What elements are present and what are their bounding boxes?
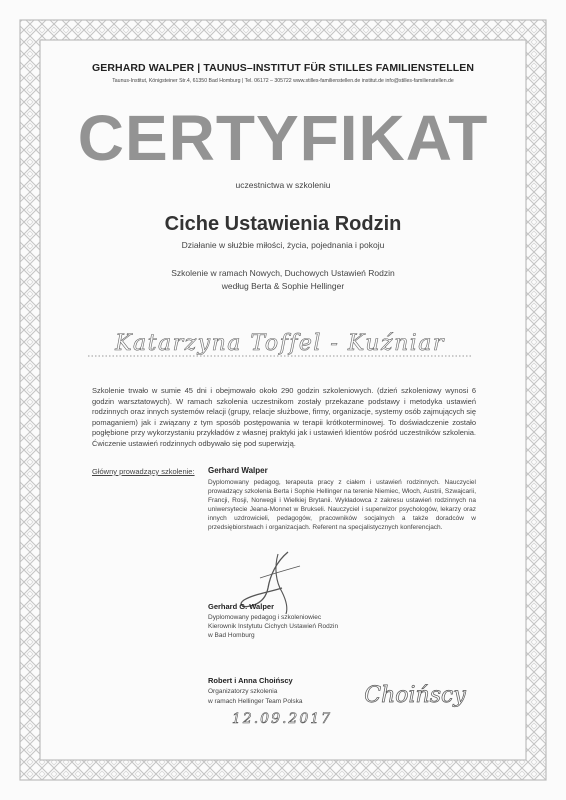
lead-trainer-label: Główny prowadzący szkolenie: [92, 467, 195, 476]
signatory-role-line2: Kierownik Instytutu Cichych Ustawień Rodzin [208, 623, 339, 630]
organizers-signature-text: Choińscy [364, 683, 466, 708]
participant-name: Katarzyna Toffel - Kuźniar [115, 331, 445, 356]
organizers-role-line1: Organizatorzy szkolenia [208, 688, 278, 695]
signatory-role-line3: w Bad Homburg [208, 632, 255, 639]
course-context-line1: Szkolenie w ramach Nowych, Duchowych Ustawień Rodzin [171, 268, 395, 278]
course-subtitle: Działanie w służbie miłości, życia, pojednania i pokoju [181, 240, 385, 250]
training-description: Szkolenie trwało w sumie 45 dni i obejmowało około 290 godzin szkoleniowych. (dzień szkoleniowy wynosi 6 godzin warsztatowych). W ramach szkolenia uczestnikom zostały przekazane podstawy i metodyka ustawień rodzinnych oraz innych systemów relacji (grupy, relacje służbowe, firmy, organizacje, systemy osób zajmujących się pomaganiem) jak i związany z tym sposób postępowania w terapii krótkoterminowej. To doświadczenie zostało pogłębione przy wykorzystaniu przykładów z własnej praktyki jak i ustawień klientów pośród uczestników szkolenia. Ćwiczenie ustawień rodzinnych odbywało się pod superwizją. [92, 386, 476, 448]
course-context-line2: według Berta & Sophie Hellinger [221, 281, 345, 291]
course-title: Ciche Ustawienia Rodzin [164, 213, 402, 235]
organizers-role-line2: w ramach Hellinger Team Polska [208, 698, 303, 705]
participant-name-handwritten [80, 323, 480, 363]
handwritten-date [222, 705, 342, 729]
date-text: 12.09.2017 [231, 711, 333, 727]
participation-line: uczestnictwa w szkoleniu [235, 180, 331, 190]
signatory-role-line1: Dyplomowany pedagog i szkoleniowiec [208, 614, 322, 621]
organization-header: GERHARD WALPER | TAUNUS–INSTITUT FÜR STILLES FAMILIENSTELLEN [91, 62, 475, 74]
lead-trainer-bio: Dyplomowany pedagog, terapeuta pracy z ciałem i ustawień rodzinnych. Nauczyciel prowadzący szkolenia Berta i Sophie Hellinger na terenie Niemiec, Włoch, Austrii, Szwajcarii, Francji, Rosji, Norwegii i Wielkiej Brytanii. Wykładowca z zakresu ustawień rodzinnych na uniwersytecie Jeana-Monnet w Brukseli. Nauczyciel i superwizor psychologów, lekarzy oraz innych uzdrowicieli, pedagogów, pracowników socjalnych a także doradców w przedsiębiorstwach i organizacjach. Referent na specjalistycznych konferencjach. [208, 479, 476, 532]
organizers-names: Robert i Anna Choińscy [208, 676, 293, 685]
certificate-title: CERTYFIKAT [77, 102, 489, 174]
organization-address: Taunus-Institut, Königsteiner Str.4, 61350 Bad Homburg | Tel. 06172 – 305722 www.stilles-familienstellen.de institut.de info@stilles-familienstellen.de [112, 78, 454, 84]
lead-trainer-name: Gerhard Walper [208, 466, 268, 475]
organizers-signature [350, 672, 480, 722]
signatory-name: Gerhard G. Walper [208, 602, 274, 611]
